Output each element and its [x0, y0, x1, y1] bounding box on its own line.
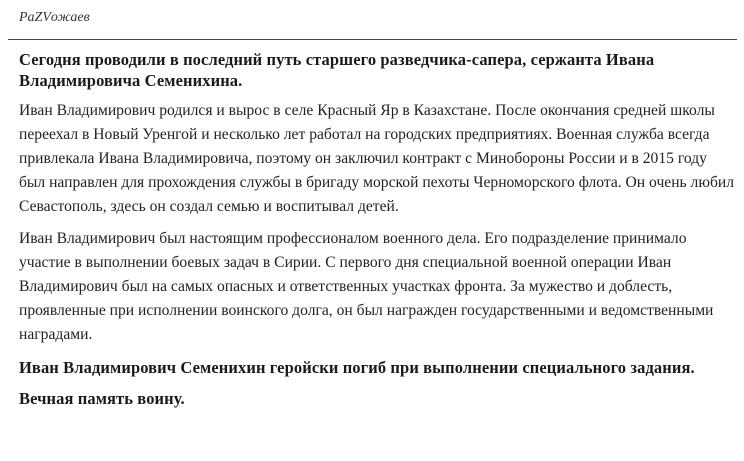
post-death-note: Иван Владимирович Семенихин геройски погиб при выполнении специального задания.	[19, 358, 695, 377]
post-author[interactable]: PaZVожаев	[19, 10, 90, 25]
post-lead: Сегодня проводили в последний путь старшего разведчика-сапера, сержанта Ивана Владимировича Семенихина.	[19, 50, 655, 90]
post-closing: Вечная память воину.	[19, 389, 185, 408]
post-paragraph-biography: Иван Владимирович родился и вырос в селе Красный Яр в Казахстане. После окончания средней школы переехал в Новый Уренгой и несколько лет работал на городских предприятиях. Военная служба всегда привлекала Ивана Владимировича, поэтому он заключил контракт с Минобороны России и в 2015 году был направлен для прохождения службы в бригаду морской пехоты Черноморского флота. Он очень любил Севастополь, здесь он создал семью и воспитывал детей.	[19, 102, 735, 215]
post-body	[19, 49, 737, 409]
header-divider	[8, 39, 737, 40]
post-paragraph-service: Иван Владимирович был настоящим профессионалом военного дела. Его подразделение принимало участие в выполнении боевых задач в Сирии. С первого дня специальной военной операции Иван Владимирович был на самых опасных и ответственных участках фронта. За мужество и доблесть, проявленные при исполнении воинского долга, он был награжден государственными и ведомственными наградами.	[19, 230, 714, 343]
